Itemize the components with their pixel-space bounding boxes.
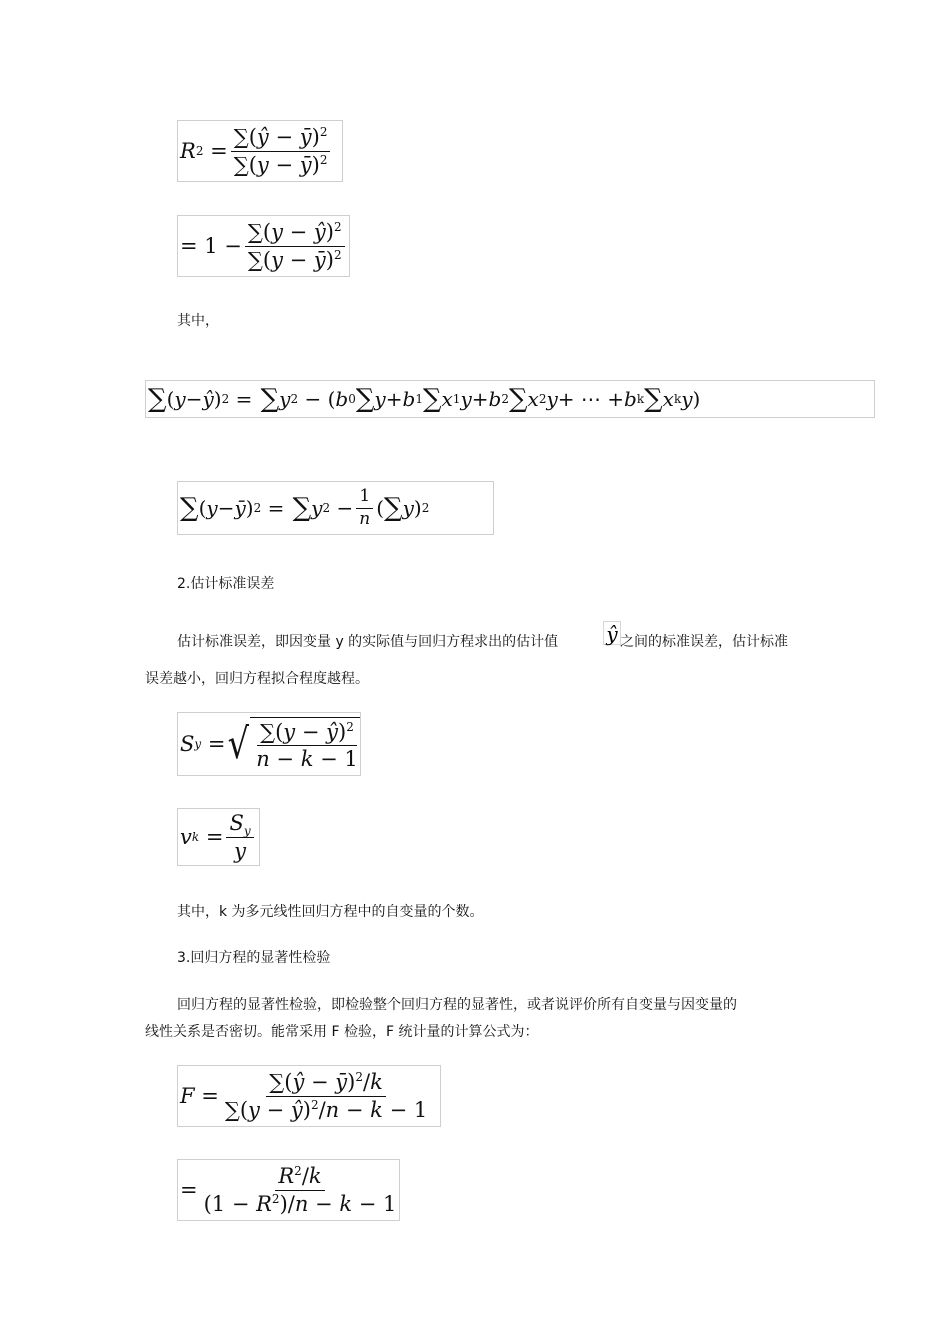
section-3-text-b: 线性关系是否密切。能常采用 F 检验，F 统计量的计算公式为： bbox=[145, 1024, 539, 1040]
section-2-title: 2.估计标准误差 bbox=[177, 576, 275, 592]
formula-r-squared: R 2 = $\frac{\sum(ŷ - ȳ)^2}{\sum(y - ȳ)^2}$ bbox=[177, 120, 343, 182]
formula-vk: v k = $\frac{S_y}{y}$ bbox=[177, 808, 260, 866]
formula-std-error: S y = √ $\frac{\sum(y - ŷ)^2}{n - k - 1}$ bbox=[177, 712, 361, 776]
section-3-text-a: 回归方程的显著性检验，即检验整个回归方程的显著性，或者说评价所有自变量与因变量的 bbox=[177, 997, 737, 1013]
section-2-text-a: 估计标准误差，即因变量 y 的实际值与回归方程求出的估计值 bbox=[177, 634, 559, 650]
section-2-text-c: 误差越小，回归方程拟合程度越程。 bbox=[145, 671, 369, 687]
text-qizhong-2: 其中，k 为多元线性回归方程中的自变量的个数。 bbox=[177, 904, 484, 920]
formula-f-statistic-alt: = $\frac{R^2/k}{(1 - R^2)/n - k - 1}$ bbox=[177, 1159, 400, 1221]
y-hat-inline: ŷ bbox=[603, 621, 621, 645]
section-2-text-b: 之间的标准误差，估计标准 bbox=[620, 634, 788, 650]
formula-total-sum: ∑ ( y − ȳ ) 2 = ∑ y 2 − $\frac{1}{n}$ ( ∑ y ) 2 bbox=[177, 481, 494, 535]
text-qizhong-1: 其中， bbox=[177, 313, 219, 329]
formula-r-squared-alt: = 1 − $\frac{\sum(y - ŷ)^2}{\sum(y - ȳ)^2}$ bbox=[177, 215, 350, 277]
formula-f-statistic: F = $\frac{\sum(ŷ - ȳ)^2/k}{\sum(y - ŷ)^2/n - k - 1}$ bbox=[177, 1065, 441, 1127]
section-3-title: 3.回归方程的显著性检验 bbox=[177, 950, 331, 966]
formula-residual-sum: ∑ ( y − ŷ ) 2 = ∑ y 2 − ( b 0 ∑ y + b 1 ∑ x 1 y + b 2 ∑ x 2 y + ⋯ + b k ∑ x k y ) bbox=[145, 380, 875, 418]
